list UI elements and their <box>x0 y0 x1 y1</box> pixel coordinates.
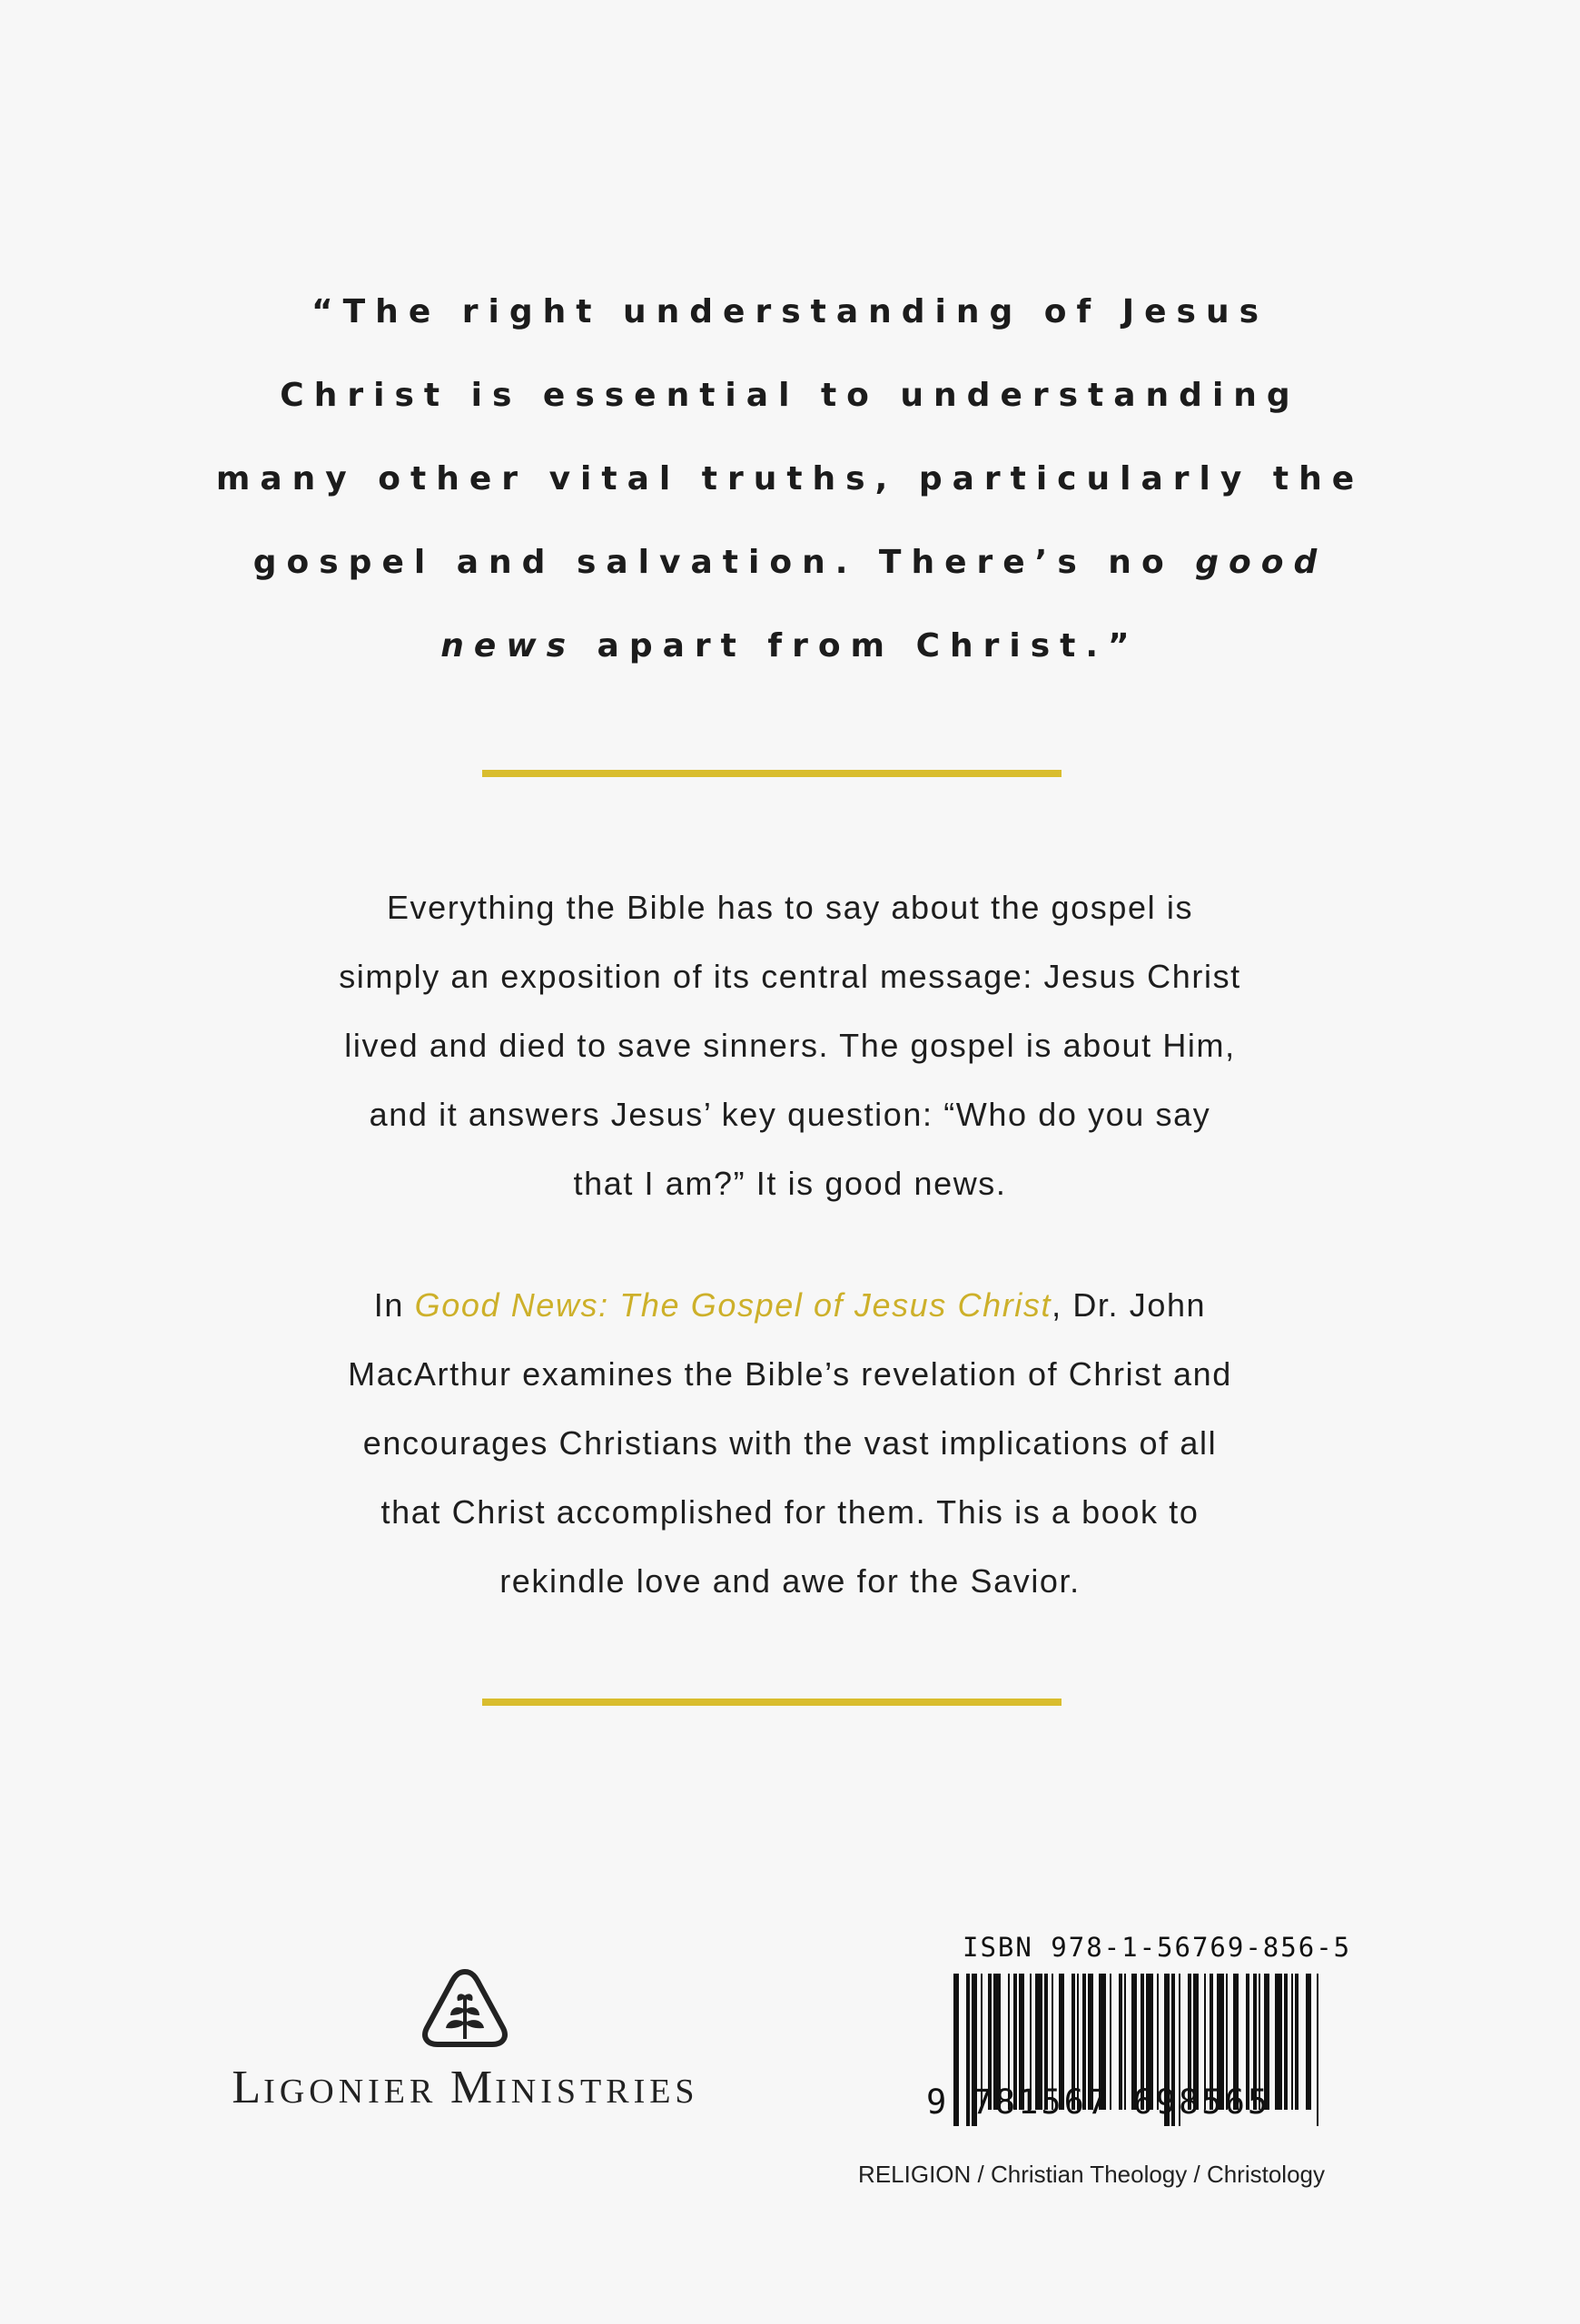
book-title: Good News: The Gospel of Jesus Christ <box>414 1286 1052 1324</box>
paragraph-1-line-1: Everything the Bible has to say about the gospel is <box>386 889 1194 926</box>
barcode-bar <box>1275 1974 1282 2110</box>
barcode-bar <box>1317 1974 1318 2126</box>
bisac-category: RELIGION / Christian Theology / Christology <box>858 2161 1325 2188</box>
paragraph-2-line-2: MacArthur examines the Bible’s revelation of Christ and <box>348 1355 1232 1393</box>
tree-in-triangle-icon <box>420 1968 510 2048</box>
accent-divider-top <box>482 770 1062 777</box>
paragraph-1-line-4: and it answers Jesus’ key question: “Who do you say <box>369 1096 1211 1133</box>
quote-emphasis-news: news <box>440 627 577 665</box>
description-paragraph-1 <box>182 873 1398 1218</box>
quote-line-4-text: gospel and salvation. There’s no <box>252 544 1196 581</box>
quote-line-5-text: apart from Christ.” <box>576 627 1140 665</box>
isbn-barcode <box>917 1932 1352 2130</box>
quote-emphasis-good: good <box>1195 544 1328 581</box>
paragraph-2-line-1 <box>182 1271 1398 1340</box>
publisher-logo <box>218 1968 713 2113</box>
paragraph-2-prefix: In <box>373 1286 415 1324</box>
isbn-label: ISBN 978-1-56769-856-5 <box>963 1932 1352 1963</box>
paragraph-2-line-5: rekindle love and awe for the Savior. <box>499 1562 1081 1600</box>
accent-divider-bottom <box>482 1699 1062 1706</box>
publisher-initial-l: L <box>232 2062 264 2113</box>
quote-line-1: “The right understanding of Jesus <box>311 293 1269 330</box>
barcode-digits: 9 781567 698565 <box>926 2083 1271 2122</box>
paragraph-1-line-3: lived and died to save sinners. The gospel is about Him, <box>344 1027 1236 1064</box>
barcode-bar <box>1284 1974 1288 2110</box>
publisher-name-part-2: INISTRIES <box>495 2073 699 2111</box>
quote-line-2: Christ is essential to understanding <box>280 377 1300 414</box>
barcode-bar <box>1295 1974 1299 2110</box>
pull-quote <box>182 271 1398 688</box>
quote-line-5 <box>182 605 1398 688</box>
description-paragraph-2 <box>182 1271 1398 1616</box>
barcode-bar <box>1306 1974 1311 2110</box>
quote-line-3: many other vital truths, particularly the <box>215 460 1365 497</box>
publisher-name <box>218 2061 713 2114</box>
quote-line-4 <box>182 521 1398 605</box>
paragraph-2-line-4: that Christ accomplished for them. This is a book to <box>380 1493 1200 1531</box>
paragraph-1-line-2: simply an exposition of its central message: Jesus Christ <box>339 958 1241 995</box>
paragraph-1-line-5: that I am?” It is good news. <box>573 1165 1007 1202</box>
publisher-name-part-1: IGONIER <box>263 2073 450 2111</box>
paragraph-2-line-1-suffix: , Dr. John <box>1052 1286 1207 1324</box>
paragraph-2-line-3: encourages Christians with the vast implications of all <box>362 1424 1218 1462</box>
publisher-initial-m: M <box>449 2062 496 2113</box>
barcode-bar <box>1291 1974 1293 2110</box>
